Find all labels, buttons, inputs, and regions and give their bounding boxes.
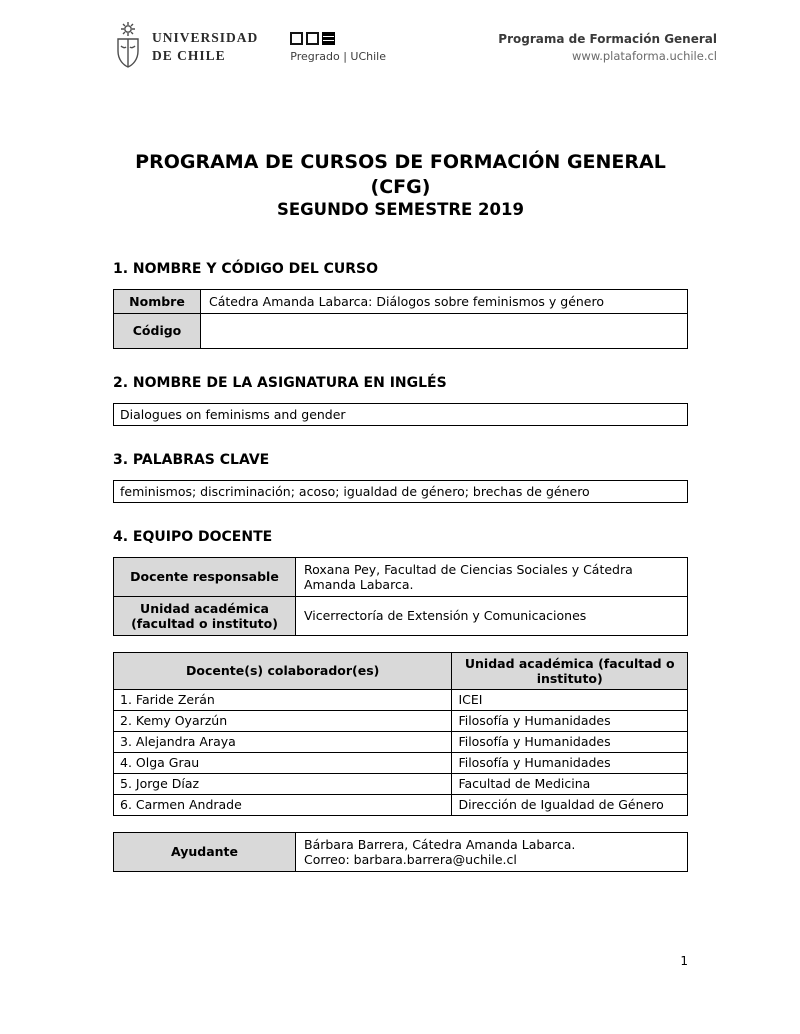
table-row [114,752,688,773]
table-row [114,731,688,752]
ayudante-label-cell: Ayudante [114,832,296,871]
collaborating-teachers-table [113,652,688,816]
colaborador-name-cell: 1. Faride Zerán [114,689,452,710]
table-row [114,710,688,731]
table-row [114,313,688,348]
colaborador-unidad-cell: Filosofía y Humanidades [452,752,688,773]
university-name-line2: DE CHILE [152,48,226,63]
colaborador-unidad-cell: Filosofía y Humanidades [452,710,688,731]
codigo-value-cell [201,313,688,348]
nombre-label-cell: Nombre [114,289,201,313]
colaborador-name-cell: 6. Carmen Andrade [114,794,452,815]
document-title [113,150,688,221]
section-1-heading: 1. NOMBRE Y CÓDIGO DEL CURSO [113,260,379,277]
colaborador-unidad-cell: ICEI [452,689,688,710]
colaborador-unidad-cell: Facultad de Medicina [452,773,688,794]
pregrado-label: Pregrado | UChile [290,49,386,63]
table-row [114,794,688,815]
responsible-teacher-table [113,557,688,636]
colaborador-name-cell: 5. Jorge Díaz [114,773,452,794]
assistant-table [113,832,688,872]
program-website: www.plataforma.uchile.cl [572,48,717,63]
table-row [114,773,688,794]
pregrado-squares-icon [290,32,386,45]
uchile-brand [113,21,258,73]
colaborador-name-cell: 2. Kemy Oyarzún [114,710,452,731]
table-header-row [114,652,688,689]
university-wordmark [152,29,258,64]
letterhead [113,14,717,80]
title-line-3: SEGUNDO SEMESTRE 2019 [276,200,524,220]
nombre-value-cell: Cátedra Amanda Labarca: Diálogos sobre feminismos y género [201,289,688,313]
section-3-heading: 3. PALABRAS CLAVE [113,451,270,468]
unidad-academica-label-cell: Unidad académica (facultad o instituto) [114,596,296,635]
colaborador-column-header: Docente(s) colaborador(es) [114,652,452,689]
course-name-table [113,289,688,349]
unidad-column-header: Unidad académica (facultad o instituto) [452,652,688,689]
table-row [114,289,688,313]
square-outline-icon [306,32,319,45]
square-striped-icon [322,32,335,45]
table-row [114,689,688,710]
table-row [114,832,688,871]
section-4-heading: 4. EQUIPO DOCENTE [113,528,273,545]
university-name-line1: UNIVERSIDAD [152,30,259,46]
colaborador-unidad-cell: Filosofía y Humanidades [452,731,688,752]
docente-responsable-label-cell: Docente responsable [114,557,296,596]
unidad-academica-value-cell: Vicerrectoría de Extensión y Comunicaciones [296,596,688,635]
keywords-box: feminismos; discriminación; acoso; igualdad de género; brechas de género [113,480,688,503]
pregrado-brand [290,32,386,63]
ayudante-name: Bárbara Barrera, Cátedra Amanda Labarca. [304,836,576,852]
page-number: 1 [680,954,688,968]
title-line-1: PROGRAMA DE CURSOS DE FORMACIÓN GENERAL [135,151,666,173]
english-name-box: Dialogues on feminisms and gender [113,403,688,426]
colaborador-name-cell: 3. Alejandra Araya [114,731,452,752]
codigo-label-cell: Código [114,313,201,348]
colaborador-name-cell: 4. Olga Grau [114,752,452,773]
table-row [114,557,688,596]
title-line-2: (CFG) [370,175,431,198]
colaborador-unidad-cell: Dirección de Igualdad de Género [452,794,688,815]
program-name: Programa de Formación General [498,31,717,46]
program-info [498,32,717,63]
docente-responsable-value-cell: Roxana Pey, Facultad de Ciencias Sociales y Cátedra Amanda Labarca. [296,557,688,596]
square-outline-icon [290,32,303,45]
ayudante-email: Correo: barbara.barrera@uchile.cl [304,851,517,867]
section-2-heading: 2. NOMBRE DE LA ASIGNATURA EN INGLÉS [113,374,447,391]
table-row [114,596,688,635]
uchile-crest-icon [113,21,143,73]
ayudante-value-cell [296,832,688,871]
